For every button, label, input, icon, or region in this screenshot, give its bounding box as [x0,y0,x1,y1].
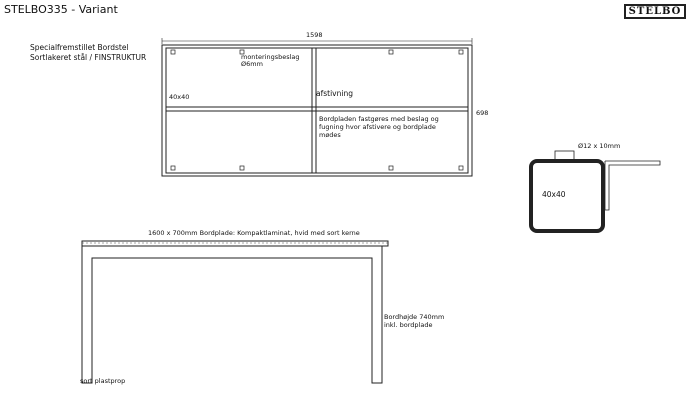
tabletop-note: 1600 x 700mm Bordplade: Kompaktlaminat, hvid med sort kerne [148,229,360,237]
description-line-1: Specialfremstillet Bordstel [30,43,129,52]
stelbo-logo: STELBO [624,4,686,19]
fixing-note-line-3: mødes [319,131,341,139]
width-dimension: 1598 [306,31,323,39]
fixing-note-line-1: Bordpladen fastgøres med beslag og [319,115,439,123]
bracket-note-line-2: Ø6mm [241,60,263,68]
depth-dimension: 698 [476,109,489,117]
foot-note: sort plastprop [80,377,126,385]
top-view-frame [162,38,472,176]
front-view [82,241,388,383]
profile-label-top: 40x40 [169,93,190,101]
drawing-title: STELBO335 - Variant [4,3,118,16]
height-note-line-1: Bordhøjde 740mm [384,313,445,321]
bracket-dimension: Ø12 x 10mm [578,142,621,150]
stiffener-label: afstivning [316,89,353,98]
fixing-note-line-2: fugning hvor afstivere og bordplade [319,123,436,131]
height-note-line-2: inkl. bordplade [384,321,433,329]
description-line-2: Sortlakeret stål / FINSTRUKTUR [30,53,147,62]
bracket-note-line-1: monteringsbeslag [241,53,300,61]
profile-label-section: 40x40 [542,190,566,199]
